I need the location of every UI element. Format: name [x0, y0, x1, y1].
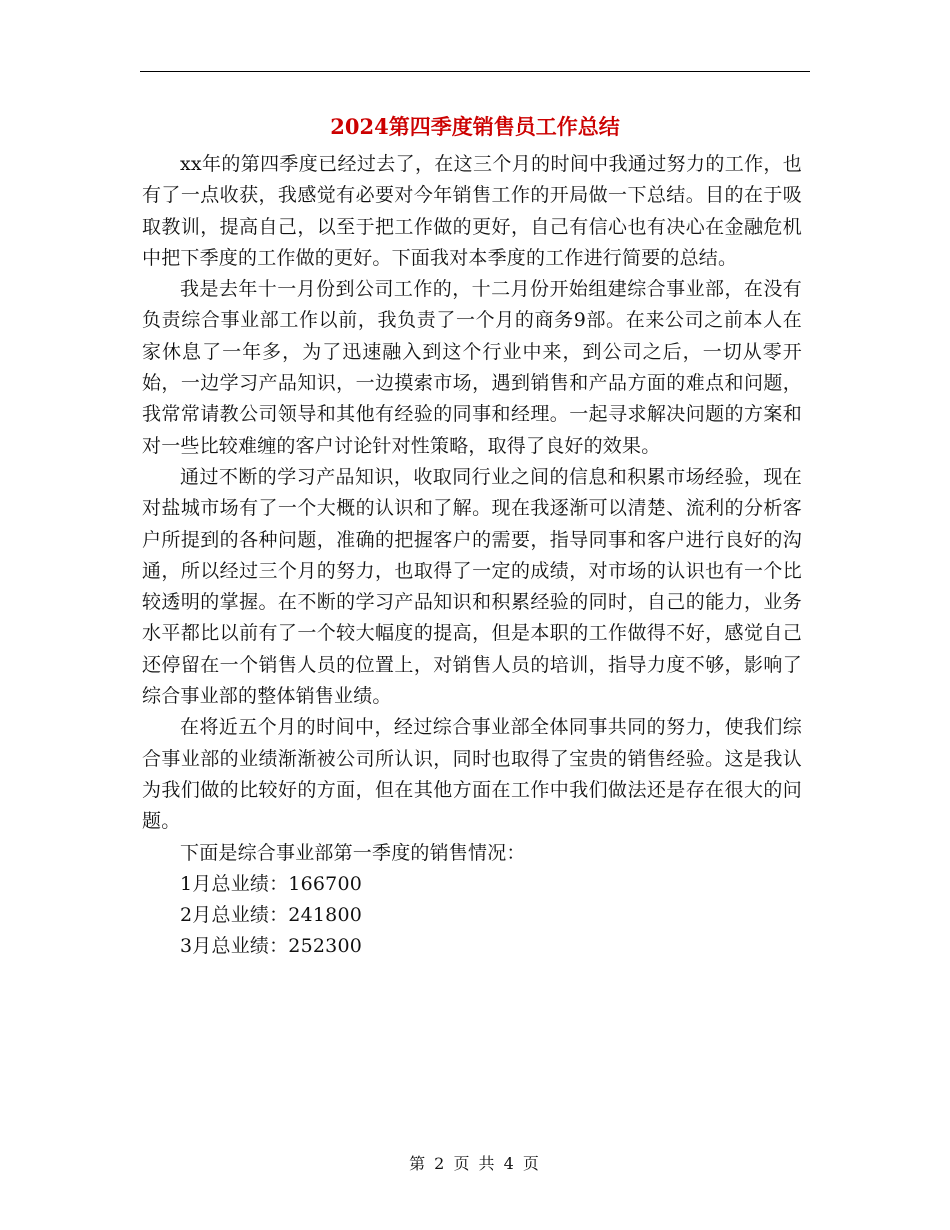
sales-intro: 下面是综合事业部第一季度的销售情况：: [180, 841, 526, 864]
document-body: [142, 149, 802, 963]
document-title: 2024第四季度销售员工作总结: [330, 114, 620, 139]
paragraph-intro: xx年的第四季度已经过去了，在这三个月的时间中我通过努力的工作，也有了一点收获，我感觉有必要对今年销售工作的开局做一下总结。目的在于吸取教训，提高自己，以至于把工作做的更好，自己有信心也有决心在金融危机中把下季度的工作做的更好。下面我对本季度的工作进行简要的总结。: [142, 153, 802, 269]
paragraph-team: 在将近五个月的时间中，经过综合事业部全体同事共同的努力，使我们综合事业部的业绩渐渐被公司所认识，同时也取得了宝贵的销售经验。这是我认为我们做的比较好的方面，但在其他方面在工作中我们做法还是存在很大的问题。: [142, 716, 802, 833]
paragraph-background: 我是去年十一月份到公司工作的，十二月份开始组建综合事业部，在没有负责综合事业部工作以前，我负责了一个月的商务9部。在来公司之前本人在家休息了一年多，为了迅速融入到这个行业中来，到公司之后，一切从零开始，一边学习产品知识，一边摸索市场，遇到销售和产品方面的难点和问题，我常常请教公司领导和其他有经验的同事和经理。一起寻求解决问题的方案和对一些比较难缠的客户讨论针对性策略，取得了良好的效果。: [142, 278, 802, 457]
sales-february: 2月总业绩：241800: [180, 904, 363, 927]
header-rule: [140, 71, 810, 72]
sales-january: 1月总业绩：166700: [180, 872, 363, 895]
paragraph-progress: 通过不断的学习产品知识，收取同行业之间的信息和积累市场经验，现在对盐城市场有了一个大概的认识和了解。现在我逐渐可以清楚、流利的分析客户所提到的各种问题，准确的把握客户的需要，指导同事和客户进行良好的沟通，所以经过三个月的努力，也取得了一定的成绩，对市场的认识也有一个比较透明的掌握。在不断的学习产品知识和积累经验的同时，自己的能力，业务水平都比以前有了一个较大幅度的提高，但是本职的工作做得不好，感觉自己还停留在一个销售人员的位置上，对销售人员的培训，指导力度不够，影响了综合事业部的整体销售业绩。: [142, 465, 802, 708]
page-footer: 第 2 页 共 4 页: [409, 1154, 541, 1173]
sales-march: 3月总业绩：252300: [180, 935, 363, 958]
